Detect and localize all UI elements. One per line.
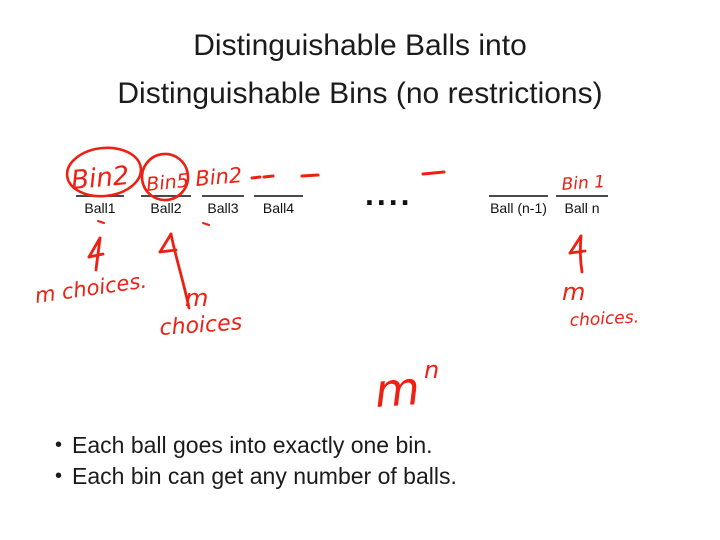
ink-tick-2 (203, 223, 209, 225)
ink-bin-over-ball2: Bin5 (145, 169, 190, 196)
ball-label-n: Ball n (564, 200, 600, 216)
bullet-text-2: Each bin can get any number of balls. (72, 463, 457, 489)
bullet-item-2 (55, 461, 675, 492)
ink-right-note-m: m (562, 278, 586, 306)
ink-dash-1 (252, 177, 260, 178)
ink-mid-note-word: choices (158, 310, 243, 341)
ink-formula-exponent: n (424, 356, 440, 384)
ball-slot-3 (202, 195, 244, 216)
title-line-1: Distinguishable Balls into (193, 29, 527, 62)
slide-title (0, 22, 720, 118)
ink-formula-base: m (373, 360, 422, 418)
bullet-glyph: • (55, 434, 63, 456)
ink-arrow-left (89, 238, 103, 270)
ball-slot-n-minus-1 (489, 195, 548, 216)
ink-bin-over-ball-n: Bin 1 (560, 172, 606, 195)
ink-bin-over-ball3: Bin2 (194, 162, 244, 191)
ink-dash-3 (302, 175, 318, 176)
ink-dash-2 (264, 176, 273, 177)
ball-label-n-minus-1: Ball (n-1) (490, 200, 547, 216)
ink-arrow-right (570, 236, 585, 272)
bullet-item-1 (55, 430, 675, 461)
ink-bin-over-ball1: Bin2 (69, 161, 131, 196)
ink-arrow-middle (160, 234, 189, 308)
ball-slot-4 (254, 195, 303, 216)
ink-dash-4 (423, 172, 444, 174)
ink-tick-1 (98, 221, 104, 223)
ball-label-3: Ball3 (207, 200, 239, 216)
bullet-text-1: Each ball goes into exactly one bin. (72, 432, 433, 458)
bullet-glyph: • (55, 465, 63, 487)
ball-slot-n (556, 195, 608, 216)
ball-label-2: Ball2 (150, 200, 182, 216)
ball-slot-1 (76, 195, 124, 216)
ink-left-note: m choices. (33, 268, 149, 308)
ball-label-1: Ball1 (84, 200, 116, 216)
ink-right-note-word: choices. (569, 307, 640, 331)
ellipsis-dots: .... (365, 176, 413, 212)
ball-label-4: Ball4 (262, 200, 295, 216)
bullet-list (55, 430, 675, 492)
title-line-2: Distinguishable Bins (no restrictions) (117, 77, 603, 110)
ink-circle-bin2 (65, 144, 144, 199)
ball-slot-2 (141, 195, 191, 216)
ink-mid-note-m: m (185, 284, 209, 312)
